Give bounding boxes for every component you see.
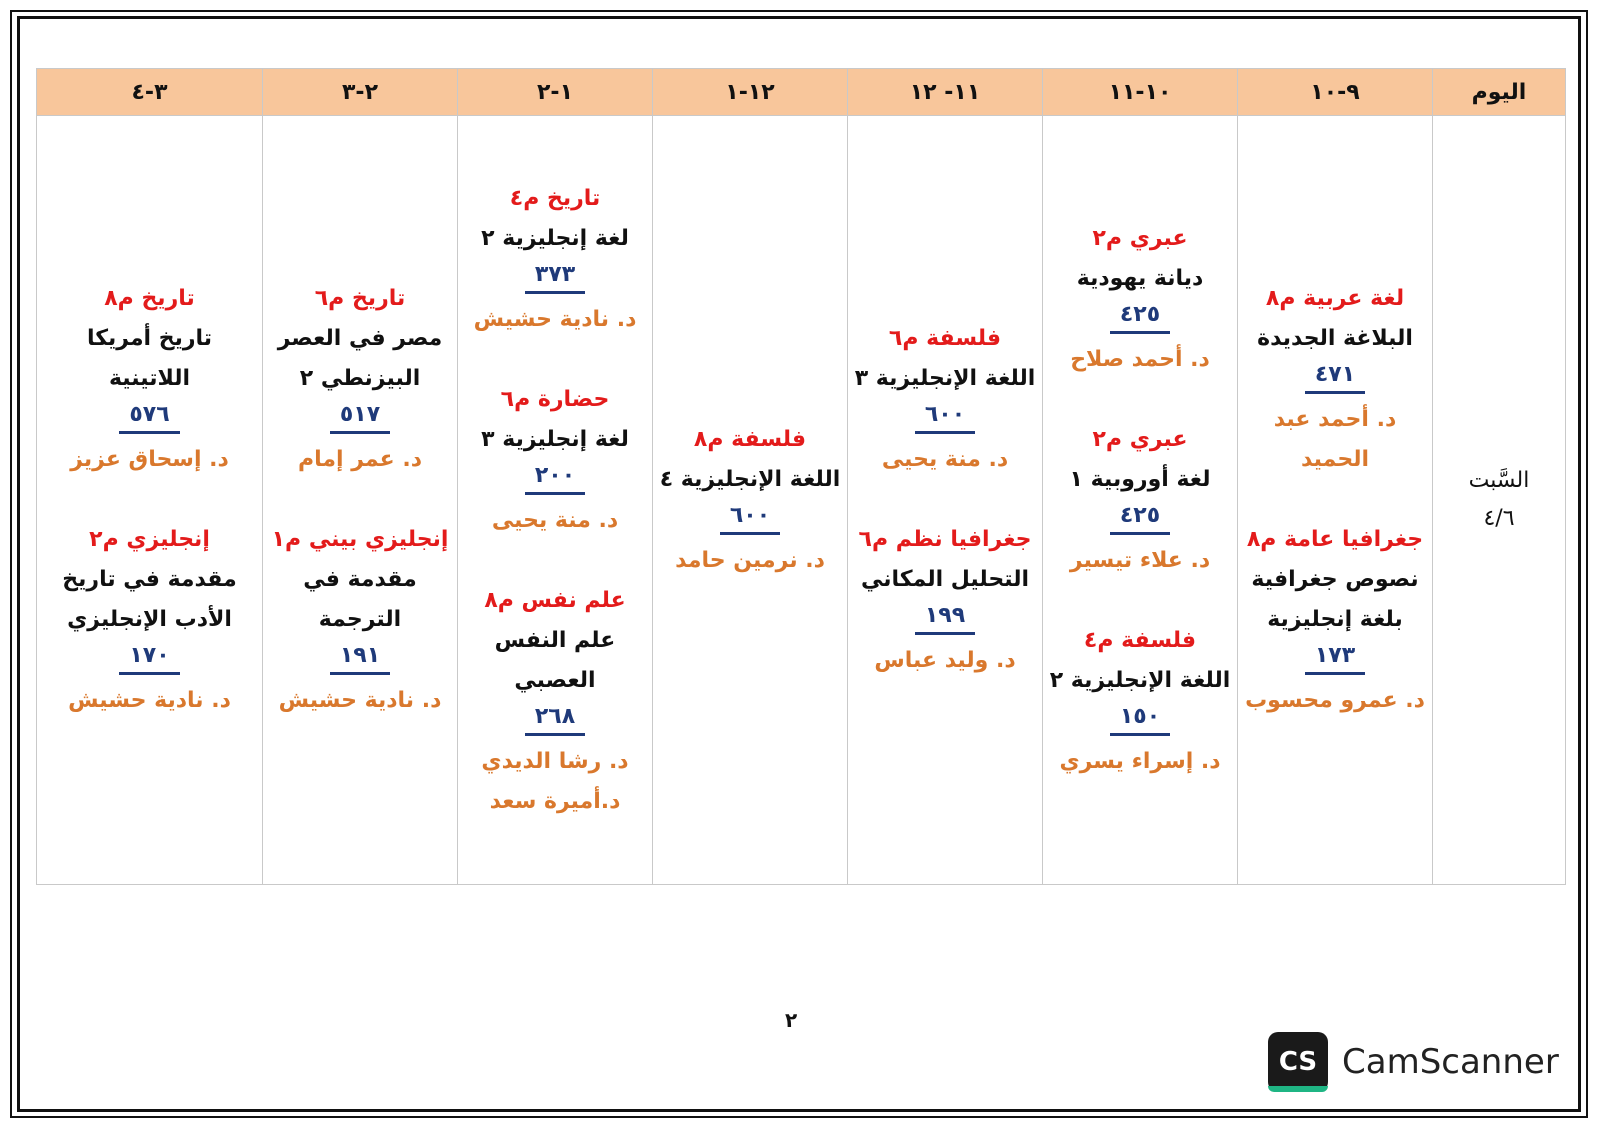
slot-cell <box>653 116 848 885</box>
doctor-name: د. نادية حشيش <box>278 688 442 713</box>
slot-cell <box>458 116 653 885</box>
room-number: ٤٧١ <box>1305 359 1365 394</box>
lecture-block <box>263 520 457 721</box>
room-number: ٦٠٠ <box>915 399 975 434</box>
doctor-name: د. أحمد صلاح <box>1070 346 1210 372</box>
course-code: تاريخ م٨ <box>104 286 195 311</box>
slot-header: ١-٢ <box>458 69 653 116</box>
room-number: ١٩١ <box>330 640 390 675</box>
subject-name: البيزنطي ٢ <box>299 366 421 391</box>
lecture-block <box>660 420 841 581</box>
doctor-name: د. عمرو محسوب <box>1245 688 1425 713</box>
course-code: جغرافيا عامة م٨ <box>1246 527 1424 552</box>
room-number: ١٩٩ <box>915 600 975 635</box>
lecture-block <box>1245 520 1425 721</box>
room-number: ١٧٣ <box>1305 640 1365 675</box>
course-code: تاريخ م٦ <box>314 286 406 311</box>
subject-name: نصوص جغرافية <box>1251 567 1419 592</box>
subject-name: لغة إنجليزية ٣ <box>481 426 629 452</box>
doctor-name: د. منة يحيى <box>491 507 619 533</box>
course-code: فلسفة م٨ <box>693 426 807 452</box>
course-code: فلسفة م٦ <box>888 326 1002 351</box>
room-number: ٥٧٦ <box>119 399 179 434</box>
day-name: السَّبت <box>1468 468 1530 493</box>
lecture-stack <box>848 319 1042 681</box>
course-code: علم نفس م٨ <box>484 587 626 613</box>
slot-cell <box>263 116 458 885</box>
lecture-stack <box>37 279 262 721</box>
subject-name: اللاتينية <box>108 366 191 391</box>
room-number: ٢٦٨ <box>525 701 585 736</box>
slot-header: ١٠-١١ <box>1043 69 1238 116</box>
slot-cell <box>1043 116 1238 885</box>
day-date: ٤/٦ <box>1483 506 1515 531</box>
room-number: ٤٢٥ <box>1110 299 1170 334</box>
doctor-name: د.أميرة سعد <box>489 788 621 814</box>
course-code: عبري م٢ <box>1092 426 1188 452</box>
slot-cell <box>1238 116 1433 885</box>
camscanner-logo <box>1268 1032 1559 1092</box>
subject-name: تاريخ أمريكا <box>86 326 213 351</box>
lecture-block <box>474 179 637 340</box>
course-code: عبري م٢ <box>1092 225 1188 251</box>
lecture-block <box>1238 279 1432 480</box>
lecture-block <box>1070 420 1211 581</box>
subject-name: مقدمة في الترجمة <box>303 567 417 632</box>
doctor-name: د. إسراء يسري <box>1059 748 1221 774</box>
doctor-name: د. منة يحيى <box>881 447 1009 472</box>
lecture-stack <box>1043 219 1237 782</box>
doctor-name: د. علاء تيسير <box>1069 547 1211 573</box>
logo-badge: CS <box>1268 1032 1328 1092</box>
slot-header: ١٢-١ <box>653 69 848 116</box>
slot-cell <box>848 116 1043 885</box>
lecture-block <box>855 319 1036 480</box>
room-number: ٢٠٠ <box>525 460 585 495</box>
room-number: ٤٢٥ <box>1110 500 1170 535</box>
header-row <box>37 69 1566 116</box>
subject-name: البلاغة الجديدة <box>1257 326 1413 351</box>
course-code: فلسفة م٤ <box>1083 627 1197 653</box>
lecture-block <box>70 279 229 480</box>
course-code: حضارة م٦ <box>500 386 610 412</box>
room-number: ٣٧٣ <box>525 259 585 294</box>
lecture-block <box>481 380 629 541</box>
subject-name: التحليل المكاني <box>861 567 1030 592</box>
doctor-name: د. نادية حشيش <box>68 688 231 713</box>
subject-name: لغة أوروبية ١ <box>1069 466 1211 492</box>
day-cell <box>1433 116 1566 885</box>
subject-name: اللغة الإنجليزية ٤ <box>659 466 841 492</box>
doctor-name: د. رشا الديدي <box>481 748 629 774</box>
schedule-table <box>36 68 1566 885</box>
room-number: ١٥٠ <box>1110 701 1170 736</box>
room-number: ٥١٧ <box>330 399 390 434</box>
course-code: إنجليزي م٢ <box>89 527 210 552</box>
logo-text: CamScanner <box>1342 1042 1559 1082</box>
course-code: إنجليزي بيني م١ <box>271 527 449 552</box>
subject-name: لغة إنجليزية ٢ <box>481 225 629 251</box>
page-number: ٢ <box>785 1008 798 1032</box>
doctor-name: د. وليد عباس <box>874 648 1016 673</box>
lecture-block <box>278 279 443 480</box>
lecture-stack <box>263 279 457 721</box>
doctor-name: د. نرمين حامد <box>675 547 825 573</box>
day-row <box>37 116 1566 885</box>
day-header: اليوم <box>1433 69 1566 116</box>
doctor-name: د. عمر إمام <box>298 447 422 472</box>
lecture-block <box>1050 621 1231 782</box>
subject-name: اللغة الإنجليزية ٢ <box>1049 667 1231 693</box>
room-number: ١٧٠ <box>119 640 179 675</box>
room-number: ٦٠٠ <box>720 500 780 535</box>
course-code: جغرافيا نظم م٦ <box>858 527 1032 552</box>
subject-name: ديانة يهودية <box>1076 265 1204 291</box>
lecture-stack <box>458 179 652 822</box>
lecture-block <box>859 520 1032 681</box>
slot-header: ٣-٤ <box>37 69 263 116</box>
lecture-block <box>1070 219 1210 380</box>
course-code: تاريخ م٤ <box>509 185 601 211</box>
doctor-name: د. أحمد عبد الحميد <box>1273 407 1397 472</box>
slot-header: ١١- ١٢ <box>848 69 1043 116</box>
subject-name: مصر في العصر <box>277 326 443 351</box>
subject-name: مقدمة في تاريخ <box>62 567 237 592</box>
lecture-stack <box>1238 279 1432 721</box>
slot-header: ٩-١٠ <box>1238 69 1433 116</box>
lecture-block <box>458 581 652 822</box>
subject-name: اللغة الإنجليزية ٣ <box>854 366 1036 391</box>
slot-cell <box>37 116 263 885</box>
subject-name: الأدب الإنجليزي <box>67 607 232 632</box>
subject-name: بلغة إنجليزية <box>1267 607 1403 632</box>
doctor-name: د. إسحاق عزيز <box>70 447 229 472</box>
doctor-name: د. نادية حشيش <box>473 306 637 332</box>
lecture-block <box>62 520 236 721</box>
slot-header: ٢-٣ <box>263 69 458 116</box>
lecture-stack <box>653 420 847 581</box>
course-code: لغة عربية م٨ <box>1265 286 1405 311</box>
subject-name: علم النفس العصبي <box>494 627 616 693</box>
